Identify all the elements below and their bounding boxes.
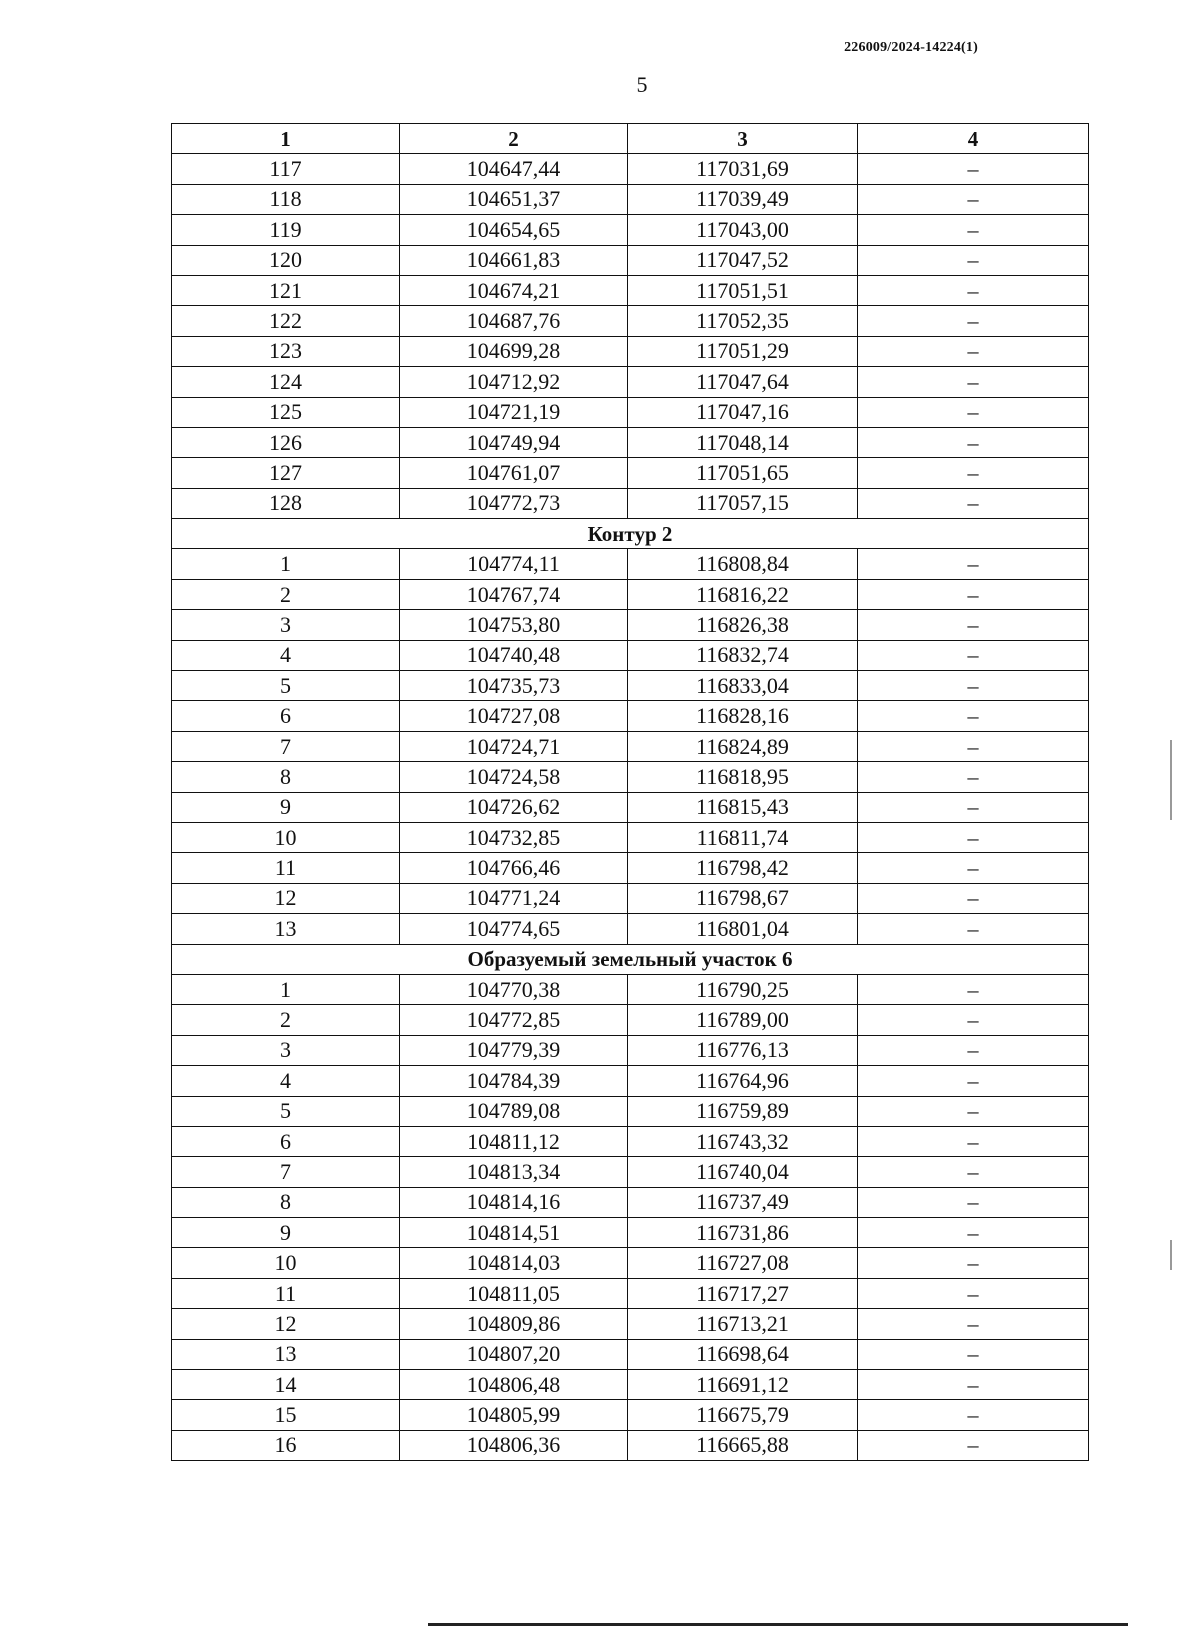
note-cell: – (858, 1370, 1089, 1400)
table-row (172, 306, 1089, 336)
y-coordinate-cell: 117051,65 (628, 458, 858, 488)
coordinates-table (171, 123, 1089, 1461)
point-number-cell: 10 (172, 822, 400, 852)
point-number-cell: 14 (172, 1370, 400, 1400)
note-cell: – (858, 822, 1089, 852)
y-coordinate-cell: 116764,96 (628, 1066, 858, 1096)
column-header: 3 (628, 124, 858, 154)
table-row (172, 640, 1089, 670)
x-coordinate-cell: 104806,36 (400, 1430, 628, 1460)
note-cell: – (858, 184, 1089, 214)
y-coordinate-cell: 116826,38 (628, 610, 858, 640)
point-number-cell: 120 (172, 245, 400, 275)
y-coordinate-cell: 116665,88 (628, 1430, 858, 1460)
point-number-cell: 128 (172, 488, 400, 518)
note-cell: – (858, 336, 1089, 366)
table-row (172, 1035, 1089, 1065)
note-cell: – (858, 367, 1089, 397)
note-cell: – (858, 1400, 1089, 1430)
page-number: 5 (636, 72, 648, 97)
point-number-cell: 11 (172, 1278, 400, 1308)
x-coordinate-cell: 104727,08 (400, 701, 628, 731)
x-coordinate-cell: 104761,07 (400, 458, 628, 488)
point-number-cell: 122 (172, 306, 400, 336)
point-number-cell: 13 (172, 914, 400, 944)
x-coordinate-cell: 104651,37 (400, 184, 628, 214)
y-coordinate-cell: 117051,51 (628, 275, 858, 305)
note-cell: – (858, 397, 1089, 427)
note-cell: – (858, 1278, 1089, 1308)
table-header (172, 124, 1089, 154)
x-coordinate-cell: 104806,48 (400, 1370, 628, 1400)
x-coordinate-cell: 104647,44 (400, 154, 628, 184)
note-cell: – (858, 427, 1089, 457)
x-coordinate-cell: 104724,58 (400, 762, 628, 792)
x-coordinate-cell: 104779,39 (400, 1035, 628, 1065)
table-row (172, 1157, 1089, 1187)
table-row (172, 883, 1089, 913)
y-coordinate-cell: 116808,84 (628, 549, 858, 579)
x-coordinate-cell: 104789,08 (400, 1096, 628, 1126)
note-cell: – (858, 549, 1089, 579)
x-coordinate-cell: 104654,65 (400, 215, 628, 245)
table-row (172, 731, 1089, 761)
section-row (172, 944, 1089, 974)
table-row (172, 792, 1089, 822)
point-number-cell: 12 (172, 883, 400, 913)
y-coordinate-cell: 116759,89 (628, 1096, 858, 1126)
point-number-cell: 118 (172, 184, 400, 214)
table-row (172, 336, 1089, 366)
y-coordinate-cell: 117057,15 (628, 488, 858, 518)
y-coordinate-cell: 116713,21 (628, 1309, 858, 1339)
point-number-cell: 4 (172, 640, 400, 670)
x-coordinate-cell: 104766,46 (400, 853, 628, 883)
note-cell: – (858, 1096, 1089, 1126)
x-coordinate-cell: 104771,24 (400, 883, 628, 913)
point-number-cell: 1 (172, 549, 400, 579)
point-number-cell: 125 (172, 397, 400, 427)
note-cell: – (858, 458, 1089, 488)
point-number-cell: 127 (172, 458, 400, 488)
table-row (172, 1248, 1089, 1278)
y-coordinate-cell: 116832,74 (628, 640, 858, 670)
table-row (172, 397, 1089, 427)
note-cell: – (858, 1035, 1089, 1065)
column-header: 4 (858, 124, 1089, 154)
table-row (172, 154, 1089, 184)
note-cell: – (858, 579, 1089, 609)
table-row (172, 914, 1089, 944)
x-coordinate-cell: 104724,71 (400, 731, 628, 761)
x-coordinate-cell: 104674,21 (400, 275, 628, 305)
y-coordinate-cell: 117047,64 (628, 367, 858, 397)
x-coordinate-cell: 104749,94 (400, 427, 628, 457)
point-number-cell: 2 (172, 1005, 400, 1035)
y-coordinate-cell: 116824,89 (628, 731, 858, 761)
note-cell: – (858, 853, 1089, 883)
x-coordinate-cell: 104814,16 (400, 1187, 628, 1217)
x-coordinate-cell: 104811,12 (400, 1126, 628, 1156)
x-coordinate-cell: 104753,80 (400, 610, 628, 640)
note-cell: – (858, 1066, 1089, 1096)
header-row (172, 124, 1089, 154)
x-coordinate-cell: 104699,28 (400, 336, 628, 366)
y-coordinate-cell: 117039,49 (628, 184, 858, 214)
table-row (172, 822, 1089, 852)
x-coordinate-cell: 104740,48 (400, 640, 628, 670)
note-cell: – (858, 914, 1089, 944)
y-coordinate-cell: 117048,14 (628, 427, 858, 457)
point-number-cell: 13 (172, 1339, 400, 1369)
note-cell: – (858, 275, 1089, 305)
point-number-cell: 7 (172, 731, 400, 761)
y-coordinate-cell: 116717,27 (628, 1278, 858, 1308)
table-row (172, 701, 1089, 731)
table-row (172, 367, 1089, 397)
y-coordinate-cell: 116818,95 (628, 762, 858, 792)
x-coordinate-cell: 104774,65 (400, 914, 628, 944)
scan-artifact-line (428, 1623, 1128, 1626)
note-cell: – (858, 488, 1089, 518)
note-cell: – (858, 1218, 1089, 1248)
point-number-cell: 9 (172, 792, 400, 822)
table-row (172, 1400, 1089, 1430)
point-number-cell: 7 (172, 1157, 400, 1187)
table-row (172, 1430, 1089, 1460)
y-coordinate-cell: 116675,79 (628, 1400, 858, 1430)
y-coordinate-cell: 116691,12 (628, 1370, 858, 1400)
x-coordinate-cell: 104772,73 (400, 488, 628, 518)
table-row (172, 853, 1089, 883)
table-row (172, 610, 1089, 640)
point-number-cell: 3 (172, 1035, 400, 1065)
x-coordinate-cell: 104726,62 (400, 792, 628, 822)
table-row (172, 1005, 1089, 1035)
table-row (172, 1187, 1089, 1217)
x-coordinate-cell: 104813,34 (400, 1157, 628, 1187)
table-row (172, 1309, 1089, 1339)
table-row (172, 762, 1089, 792)
y-coordinate-cell: 117052,35 (628, 306, 858, 336)
point-number-cell: 5 (172, 1096, 400, 1126)
point-number-cell: 124 (172, 367, 400, 397)
table-row (172, 458, 1089, 488)
note-cell: – (858, 640, 1089, 670)
note-cell: – (858, 215, 1089, 245)
y-coordinate-cell: 117051,29 (628, 336, 858, 366)
table-row (172, 1066, 1089, 1096)
point-number-cell: 9 (172, 1218, 400, 1248)
table-row (172, 215, 1089, 245)
y-coordinate-cell: 116828,16 (628, 701, 858, 731)
y-coordinate-cell: 116776,13 (628, 1035, 858, 1065)
x-coordinate-cell: 104774,11 (400, 549, 628, 579)
scan-artifact-mark (1170, 740, 1172, 820)
y-coordinate-cell: 116798,67 (628, 883, 858, 913)
column-header: 1 (172, 124, 400, 154)
point-number-cell: 119 (172, 215, 400, 245)
note-cell: – (858, 701, 1089, 731)
section-title: Образуемый земельный участок 6 (172, 944, 1089, 974)
point-number-cell: 2 (172, 579, 400, 609)
table-row (172, 549, 1089, 579)
table-row (172, 427, 1089, 457)
note-cell: – (858, 671, 1089, 701)
note-cell: – (858, 1430, 1089, 1460)
table-body (172, 154, 1089, 1461)
x-coordinate-cell: 104772,85 (400, 1005, 628, 1035)
note-cell: – (858, 1309, 1089, 1339)
y-coordinate-cell: 116698,64 (628, 1339, 858, 1369)
table-row (172, 1218, 1089, 1248)
y-coordinate-cell: 116737,49 (628, 1187, 858, 1217)
section-title: Контур 2 (172, 519, 1089, 549)
x-coordinate-cell: 104735,73 (400, 671, 628, 701)
point-number-cell: 10 (172, 1248, 400, 1278)
y-coordinate-cell: 116833,04 (628, 671, 858, 701)
point-number-cell: 15 (172, 1400, 400, 1430)
column-header: 2 (400, 124, 628, 154)
point-number-cell: 6 (172, 1126, 400, 1156)
note-cell: – (858, 1339, 1089, 1369)
x-coordinate-cell: 104805,99 (400, 1400, 628, 1430)
note-cell: – (858, 610, 1089, 640)
x-coordinate-cell: 104712,92 (400, 367, 628, 397)
x-coordinate-cell: 104814,51 (400, 1218, 628, 1248)
point-number-cell: 3 (172, 610, 400, 640)
y-coordinate-cell: 116727,08 (628, 1248, 858, 1278)
y-coordinate-cell: 116743,32 (628, 1126, 858, 1156)
x-coordinate-cell: 104721,19 (400, 397, 628, 427)
table-row (172, 275, 1089, 305)
y-coordinate-cell: 116789,00 (628, 1005, 858, 1035)
y-coordinate-cell: 116790,25 (628, 974, 858, 1004)
point-number-cell: 126 (172, 427, 400, 457)
note-cell: – (858, 306, 1089, 336)
point-number-cell: 121 (172, 275, 400, 305)
x-coordinate-cell: 104809,86 (400, 1309, 628, 1339)
point-number-cell: 12 (172, 1309, 400, 1339)
table-row (172, 1339, 1089, 1369)
y-coordinate-cell: 117043,00 (628, 215, 858, 245)
table-row (172, 245, 1089, 275)
note-cell: – (858, 883, 1089, 913)
x-coordinate-cell: 104807,20 (400, 1339, 628, 1369)
note-cell: – (858, 1126, 1089, 1156)
point-number-cell: 4 (172, 1066, 400, 1096)
point-number-cell: 8 (172, 762, 400, 792)
table-row (172, 1370, 1089, 1400)
y-coordinate-cell: 117031,69 (628, 154, 858, 184)
note-cell: – (858, 731, 1089, 761)
y-coordinate-cell: 116740,04 (628, 1157, 858, 1187)
y-coordinate-cell: 117047,52 (628, 245, 858, 275)
point-number-cell: 11 (172, 853, 400, 883)
note-cell: – (858, 1157, 1089, 1187)
table-row (172, 1278, 1089, 1308)
point-number-cell: 123 (172, 336, 400, 366)
point-number-cell: 1 (172, 974, 400, 1004)
x-coordinate-cell: 104811,05 (400, 1278, 628, 1308)
scan-artifact-mark (1170, 1240, 1172, 1270)
note-cell: – (858, 245, 1089, 275)
point-number-cell: 117 (172, 154, 400, 184)
note-cell: – (858, 1187, 1089, 1217)
y-coordinate-cell: 116816,22 (628, 579, 858, 609)
note-cell: – (858, 974, 1089, 1004)
point-number-cell: 5 (172, 671, 400, 701)
point-number-cell: 16 (172, 1430, 400, 1460)
table-row (172, 1096, 1089, 1126)
table-row (172, 488, 1089, 518)
x-coordinate-cell: 104814,03 (400, 1248, 628, 1278)
table-row (172, 671, 1089, 701)
point-number-cell: 8 (172, 1187, 400, 1217)
section-row (172, 519, 1089, 549)
x-coordinate-cell: 104770,38 (400, 974, 628, 1004)
y-coordinate-cell: 116815,43 (628, 792, 858, 822)
x-coordinate-cell: 104784,39 (400, 1066, 628, 1096)
x-coordinate-cell: 104661,83 (400, 245, 628, 275)
x-coordinate-cell: 104687,76 (400, 306, 628, 336)
note-cell: – (858, 792, 1089, 822)
table-row (172, 974, 1089, 1004)
table-row (172, 184, 1089, 214)
x-coordinate-cell: 104767,74 (400, 579, 628, 609)
table-row (172, 579, 1089, 609)
note-cell: – (858, 762, 1089, 792)
note-cell: – (858, 1248, 1089, 1278)
y-coordinate-cell: 116731,86 (628, 1218, 858, 1248)
y-coordinate-cell: 116811,74 (628, 822, 858, 852)
point-number-cell: 6 (172, 701, 400, 731)
note-cell: – (858, 1005, 1089, 1035)
x-coordinate-cell: 104732,85 (400, 822, 628, 852)
y-coordinate-cell: 116798,42 (628, 853, 858, 883)
table-row (172, 1126, 1089, 1156)
note-cell: – (858, 154, 1089, 184)
y-coordinate-cell: 116801,04 (628, 914, 858, 944)
y-coordinate-cell: 117047,16 (628, 397, 858, 427)
document-id: 226009/2024-14224(1) (844, 40, 978, 55)
